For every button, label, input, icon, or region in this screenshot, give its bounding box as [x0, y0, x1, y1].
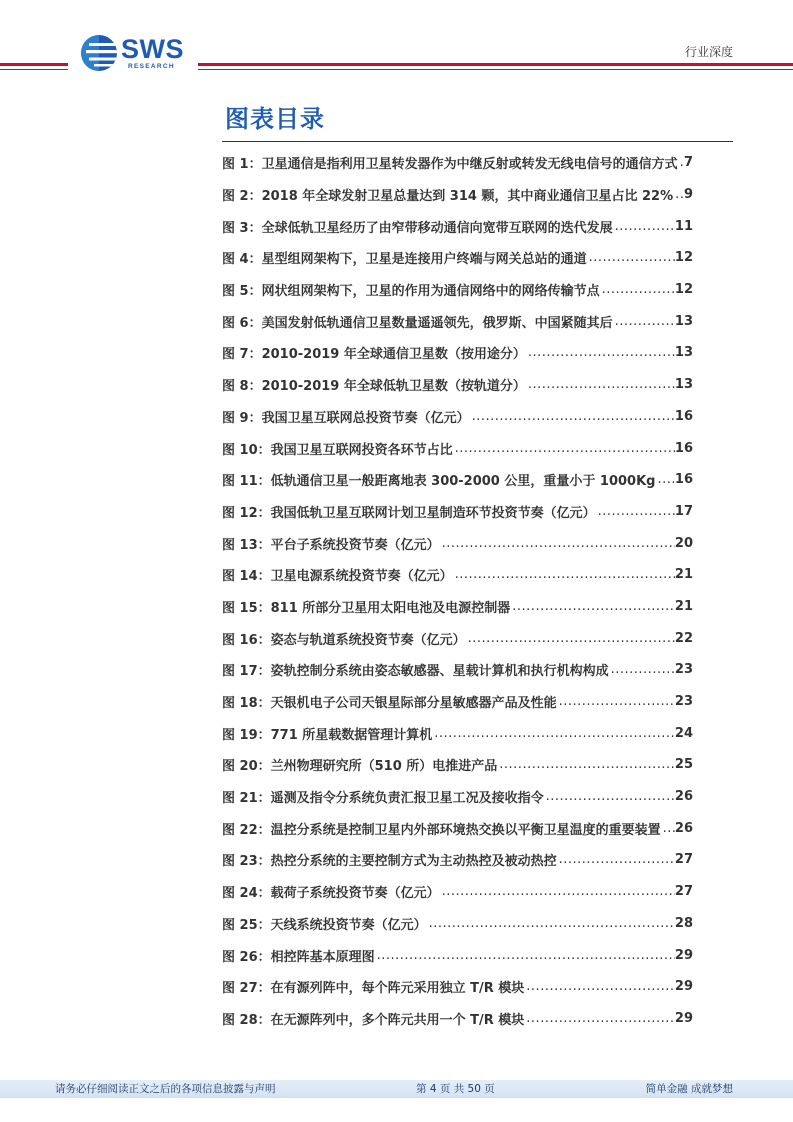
- toc-entry-page: 20: [674, 535, 693, 551]
- dot-leader: [427, 916, 675, 931]
- logo-wordmark: SWS: [121, 34, 185, 64]
- toc-entry[interactable]: [222, 337, 693, 369]
- toc-entry[interactable]: [222, 876, 693, 908]
- logo-subtext: RESEARCH: [128, 63, 175, 70]
- header-rule-right: [198, 63, 793, 70]
- toc-entry-label: 图 27：在有源列阵中，每个阵元采用独立 T/R 模块: [222, 981, 525, 997]
- toc-entry-label: 图 10：我国卫星互联网投资各环节占比: [222, 442, 453, 458]
- toc-entry[interactable]: [222, 242, 693, 274]
- toc-entry-label: 图 7：2010-2019 年全球通信卫星数（按用途分）: [222, 347, 526, 363]
- dot-leader: [453, 441, 675, 456]
- toc-entry-page: 29: [674, 979, 693, 995]
- toc-entry[interactable]: [222, 939, 693, 971]
- toc-entry-page: 16: [674, 472, 693, 488]
- toc-entry-page: 12: [674, 282, 693, 298]
- toc-entry[interactable]: [222, 844, 693, 876]
- toc-entry-label: 图 6：美国发射低轨通信卫星数量遥遥领先，俄罗斯、中国紧随其后: [222, 315, 613, 331]
- sws-logo: [80, 33, 192, 75]
- toc-entry[interactable]: [222, 749, 693, 781]
- toc-entry[interactable]: [222, 179, 693, 211]
- toc-entry-page: 27: [674, 884, 693, 900]
- dot-leader: [497, 757, 675, 772]
- footer-disclaimer: 请务必仔细阅读正文之后的各项信息披露与声明: [55, 1083, 276, 1095]
- title-divider: [222, 141, 733, 142]
- toc-entry-page: 23: [674, 694, 693, 710]
- toc-entry[interactable]: [222, 464, 693, 496]
- toc-entry-label: 图 11：低轨通信卫星一般距离地表 300-2000 公里，重量小于 1000Kg: [222, 474, 656, 490]
- page-title: 图表目录: [225, 105, 325, 133]
- toc-entry[interactable]: [222, 369, 693, 401]
- toc-entry-label: 图 8：2010-2019 年全球低轨卫星数（按轨道分）: [222, 379, 526, 395]
- toc-entry[interactable]: [222, 591, 693, 623]
- page-footer: [0, 1080, 793, 1098]
- toc-entry[interactable]: [222, 496, 693, 528]
- dot-leader: [526, 377, 675, 392]
- toc-entry[interactable]: [222, 781, 693, 813]
- toc-entry[interactable]: [222, 686, 693, 718]
- toc-entry-label: 图 19：771 所星载数据管理计算机: [222, 727, 433, 743]
- dot-leader: [524, 1011, 675, 1026]
- toc-entry-label: 图 1：卫星通信是指利用卫星转发器作为中继反射或转发无线电信号的通信方式: [222, 157, 678, 173]
- dot-leader: [526, 345, 675, 360]
- dot-leader: [613, 314, 675, 329]
- toc-entry-label: 图 24：载荷子系统投资节奏（亿元）: [222, 886, 440, 902]
- toc-entry-label: 图 5：网状组网架构下，卫星的作用为通信网络中的网络传输节点: [222, 284, 600, 300]
- dot-leader: [524, 979, 675, 994]
- toc-entry[interactable]: [222, 305, 693, 337]
- toc-entry-label: 图 22：温控分系统是控制卫星内外部环境热交换以平衡卫星温度的重要装置: [222, 822, 661, 838]
- toc-entry-label: 图 3：全球低轨卫星经历了由窄带移动通信向宽带互联网的迭代发展: [222, 220, 613, 236]
- toc-entry-page: 29: [674, 947, 693, 963]
- toc-entry-label: 图 26：相控阵基本原理图: [222, 949, 375, 965]
- toc-entry-page: 17: [674, 503, 693, 519]
- toc-entry-page: 29: [674, 1010, 693, 1026]
- toc-entry-label: 图 2：2018 年全球发射卫星总量达到 314 颗，其中商业通信卫星占比 22%: [222, 189, 674, 205]
- toc-entry-label: 图 21：遥测及指令分系统负责汇报卫星工况及接收指令: [222, 791, 544, 807]
- toc-entry-label: 图 9：我国卫星互联网总投资节奏（亿元）: [222, 410, 470, 426]
- toc-entry[interactable]: [222, 274, 693, 306]
- dot-leader: [544, 789, 675, 804]
- dot-leader: [557, 694, 675, 709]
- toc-entry-label: 图 14：卫星电源系统投资节奏（亿元）: [222, 569, 453, 585]
- toc-entry-page: 16: [674, 440, 693, 456]
- toc-entry[interactable]: [222, 717, 693, 749]
- dot-leader: [557, 852, 675, 867]
- toc-entry[interactable]: [222, 147, 693, 179]
- toc-entry-page: 26: [674, 820, 693, 836]
- toc-entry[interactable]: [222, 654, 693, 686]
- toc-entry-page: 26: [674, 789, 693, 805]
- toc-entry[interactable]: [222, 1003, 693, 1035]
- toc-entry[interactable]: [222, 210, 693, 242]
- toc-entry-label: 图 13：平台子系统投资节奏（亿元）: [222, 537, 440, 553]
- toc-entry-page: 9: [683, 187, 693, 203]
- report-category: 行业深度: [684, 45, 733, 59]
- toc-entry[interactable]: [222, 401, 693, 433]
- toc-entry-page: 27: [674, 852, 693, 868]
- toc-entry-page: 21: [674, 567, 693, 583]
- toc-entry-label: 图 25：天线系统投资节奏（亿元）: [222, 917, 427, 933]
- dot-leader: [609, 662, 675, 677]
- toc-entry-page: 22: [674, 630, 693, 646]
- toc-entry-page: 13: [674, 345, 693, 361]
- toc-entry-page: 13: [674, 313, 693, 329]
- dot-leader: [655, 472, 674, 487]
- dot-leader: [510, 599, 675, 614]
- toc-entry-page: 28: [674, 915, 693, 931]
- dot-leader: [661, 821, 675, 836]
- toc-entry-label: 图 16：姿态与轨道系统投资节奏（亿元）: [222, 632, 466, 648]
- toc-entry[interactable]: [222, 908, 693, 940]
- dot-leader: [440, 536, 675, 551]
- toc-entry-page: 23: [674, 662, 693, 678]
- figure-list: [222, 147, 693, 1034]
- dot-leader: [673, 187, 684, 202]
- toc-entry[interactable]: [222, 559, 693, 591]
- toc-entry-page: 11: [674, 218, 693, 234]
- dot-leader: [596, 504, 675, 519]
- dot-leader: [600, 282, 675, 297]
- dot-leader: [453, 567, 675, 582]
- footer-page-number: 第 4 页 共 50 页: [416, 1083, 495, 1095]
- toc-entry-label: 图 17：姿轨控制分系统由姿态敏感器、星载计算机和执行机构构成: [222, 664, 609, 680]
- toc-entry[interactable]: [222, 527, 693, 559]
- toc-entry-label: 图 23：热控分系统的主要控制方式为主动热控及被动热控: [222, 854, 557, 870]
- toc-entry-label: 图 12：我国低轨卫星互联网计划卫星制造环节投资节奏（亿元）: [222, 505, 596, 521]
- toc-entry-page: 12: [674, 250, 693, 266]
- sws-logo-emblem-icon: [80, 33, 118, 73]
- toc-entry-page: 24: [674, 725, 693, 741]
- header-rule-left: [0, 63, 68, 70]
- toc-entry-page: 25: [674, 757, 693, 773]
- toc-entry-page: 21: [674, 598, 693, 614]
- toc-entry-label: 图 4：星型组网架构下，卫星是连接用户终端与网关总站的通道: [222, 252, 587, 268]
- toc-entry[interactable]: [222, 432, 693, 464]
- dot-leader: [466, 631, 675, 646]
- toc-entry-label: 图 20：兰州物理研究所（510 所）电推进产品: [222, 759, 498, 775]
- footer-slogan: 简单金融 成就梦想: [645, 1083, 733, 1095]
- toc-entry-page: 7: [683, 155, 693, 171]
- dot-leader: [470, 409, 675, 424]
- toc-entry-label: 图 15：811 所部分卫星用太阳电池及电源控制器: [222, 600, 511, 616]
- toc-entry-label: 图 18：天银机电子公司天银星际部分星敏感器产品及性能: [222, 696, 557, 712]
- dot-leader: [440, 884, 675, 899]
- dot-leader: [587, 250, 675, 265]
- toc-entry[interactable]: [222, 812, 693, 844]
- dot-leader: [432, 726, 675, 741]
- toc-entry[interactable]: [222, 971, 693, 1003]
- dot-leader: [613, 219, 675, 234]
- toc-entry-page: 16: [674, 408, 693, 424]
- toc-entry[interactable]: [222, 622, 693, 654]
- toc-entry-page: 13: [674, 377, 693, 393]
- toc-entry-label: 图 28：在无源阵列中，多个阵元共用一个 T/R 模块: [222, 1012, 525, 1028]
- dot-leader: [375, 948, 675, 963]
